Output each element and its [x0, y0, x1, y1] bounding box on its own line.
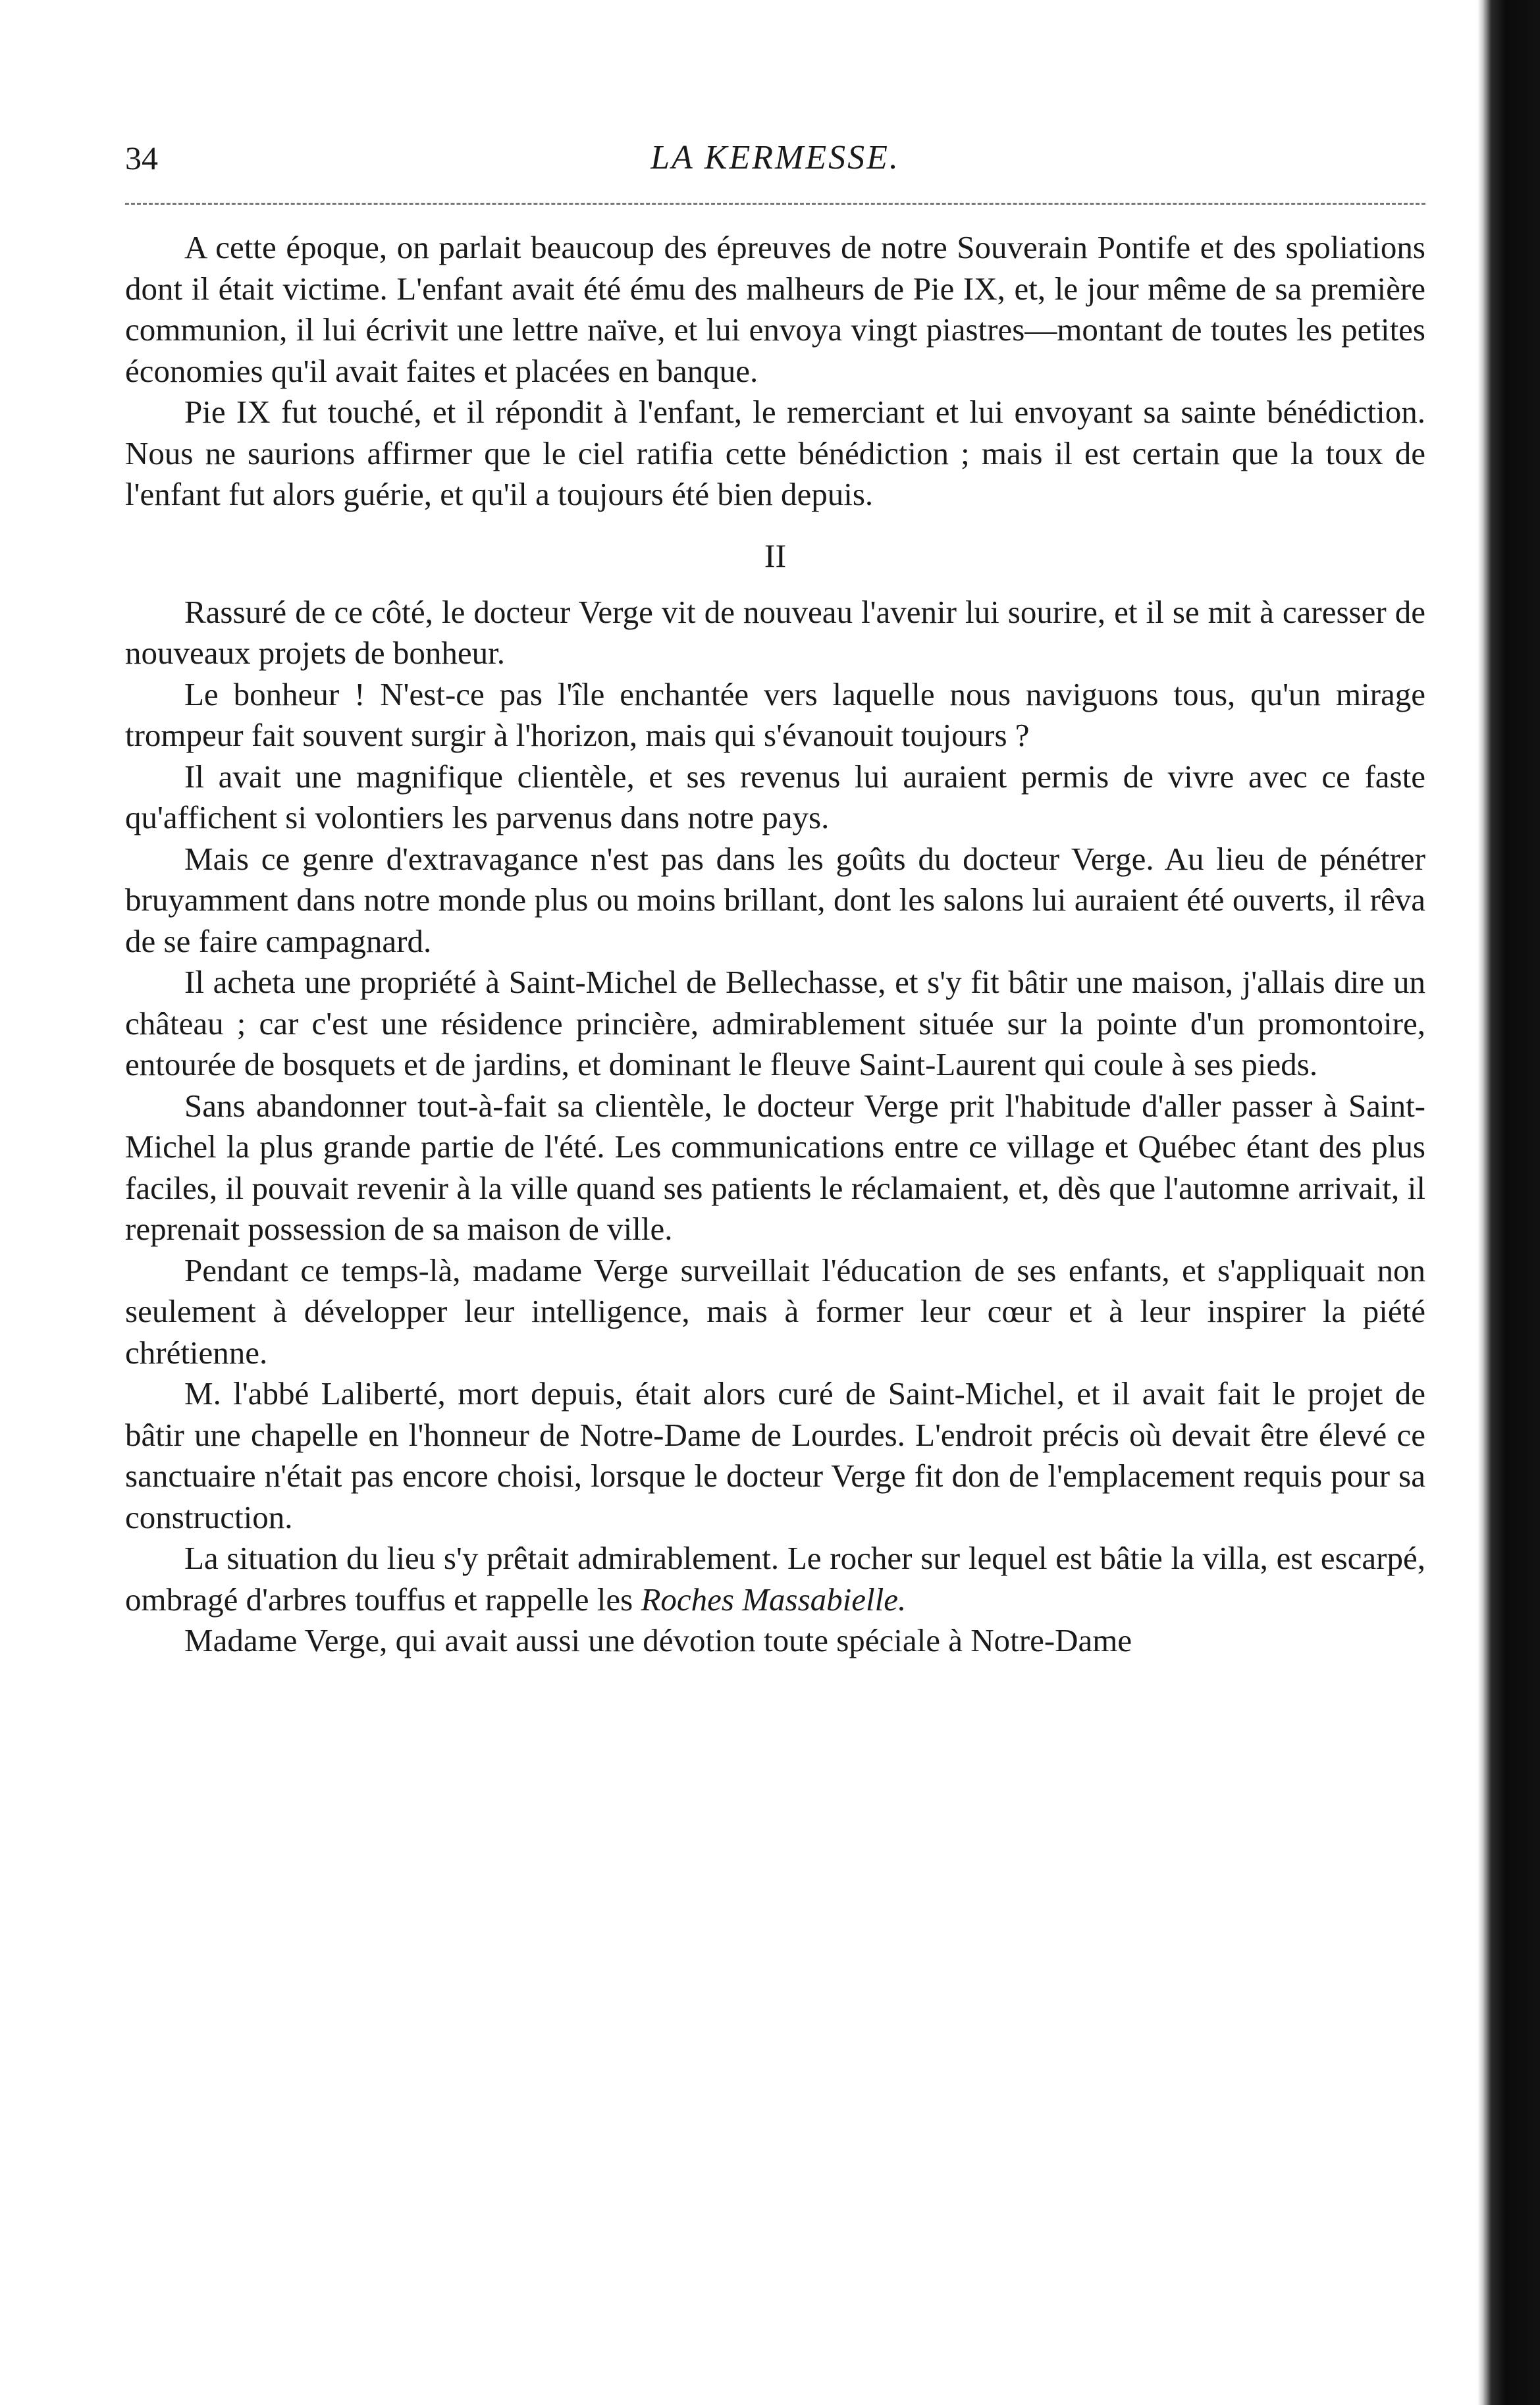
body-text	[125, 227, 1425, 1662]
paragraph: Il avait une magnifique clientèle, et ses revenus lui auraient permis de vivre avec ce faste qu'affichent si volontiers les parvenus dans notre pays.	[125, 758, 1425, 835]
paragraph-rochers	[125, 1538, 1425, 1620]
page-number: 34	[125, 140, 158, 176]
paragraph: Rassuré de ce côté, le docteur Verge vit de nouveau l'avenir lui sourire, et il se mit à caresser de nouveaux projets de bonheur.	[125, 593, 1425, 671]
paragraph: Pie IX fut touché, et il répondit à l'enfant, le remerciant et lui envoyant sa sainte bénédiction. Nous ne saurions affirmer que le ciel ratifia cette bénédiction ; mais il est certain que la toux de l'enfant fut alors guérie, et qu'il a toujours été bien depuis.	[125, 394, 1425, 512]
paragraph: Sans abandonner tout-à-fait sa clientèle, le docteur Verge prit l'habitude d'aller passer à Saint-Michel la plus grande partie de l'été. Les communications entre ce village et Québec étant des plus faciles, il pouvait revenir à la ville quand ses patients le réclamaient, et, dès que l'automne arrivait, il reprenait possession de sa maison de ville.	[125, 1087, 1425, 1247]
paragraph: Mais ce genre d'extravagance n'est pas dans les goûts du docteur Verge. Au lieu de pénétrer bruyamment dans notre monde plus ou moins brillant, dont les salons lui auraient été ouverts, il rêva de se faire campagnard.	[125, 840, 1425, 959]
page-header	[125, 135, 1425, 181]
section-heading: II	[764, 537, 787, 574]
paragraph: Pendant ce temps-là, madame Verge surveillait l'éducation de ses enfants, et s'appliquait non seulement à développer leur intelligence, mais à former leur cœur et à leur inspirer la piété chrétienne.	[125, 1252, 1425, 1371]
paragraph-last: Madame Verge, qui avait aussi une dévotion toute spéciale à Notre-Dame	[184, 1622, 1132, 1658]
paragraph: Le bonheur ! N'est-ce pas l'île enchantée vers laquelle nous naviguons tous, qu'un mirage trompeur fait souvent surgir à l'horizon, mais qui s'évanouit toujours ?	[125, 675, 1425, 753]
running-title: LA KERMESSE.	[651, 139, 900, 176]
paragraph-text: La situation du lieu s'y prêtait admirablement. Le rocher sur lequel est bâtie la villa, est escarpé, ombragé d'arbres touffus et rappelle les	[125, 1540, 1425, 1618]
italic-place-name: Roches Massabielle.	[641, 1581, 907, 1618]
book-spine-shadow	[1477, 0, 1540, 2405]
paragraph: A cette époque, on parlait beaucoup des épreuves de notre Souverain Pontife et des spoliations dont il était victime. L'enfant avait été ému des malheurs de Pie IX, et, le jour même de sa première communion, il lui écrivit une lettre naïve, et lui envoya vingt piastres—montant de toutes les petites économies qu'il avait faites et placées en banque.	[125, 229, 1425, 389]
header-rule	[125, 203, 1425, 205]
paragraph: Il acheta une propriété à Saint-Michel de Bellechasse, et s'y fit bâtir une maison, j'allais dire un château ; car c'est une résidence princière, admirablement située sur la pointe d'un promontoire, entourée de bosquets et de jardins, et dominant le fleuve Saint-Laurent qui coule à ses pieds.	[125, 964, 1425, 1082]
paragraph: M. l'abbé Laliberté, mort depuis, était alors curé de Saint-Michel, et il avait fait le projet de bâtir une chapelle en l'honneur de Notre-Dame de Lourdes. L'endroit précis où devait être élevé ce sanctuaire n'était pas encore choisi, lorsque le docteur Verge fit don de l'emplacement requis pour sa construction.	[125, 1375, 1425, 1535]
